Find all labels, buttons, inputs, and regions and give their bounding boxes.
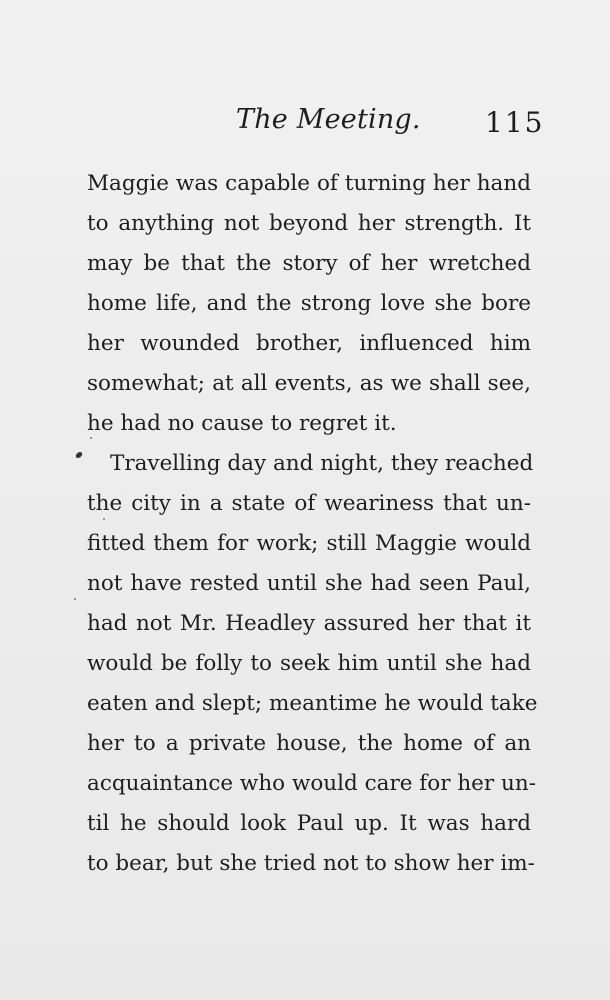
- text-line: Maggie was capable of turning her hand: [87, 171, 531, 196]
- paper-speck: [90, 437, 92, 439]
- ink-mark: [75, 452, 83, 458]
- paper-speck: [74, 598, 76, 600]
- text-line: to anything not beyond her strength. It: [87, 211, 531, 236]
- text-line: til he should look Paul up. It was hard: [87, 811, 531, 836]
- text-line: not have rested until she had seen Paul,: [87, 571, 531, 596]
- text-line: acquaintance who would care for her un-: [87, 771, 536, 796]
- text-line: her wounded brother, influenced him: [87, 331, 531, 356]
- text-line: may be that the story of her wretched: [87, 251, 531, 276]
- text-line: had not Mr. Headley assured her that it: [87, 611, 531, 636]
- text-line: eaten and slept; meantime he would take: [87, 691, 538, 716]
- page-number: 115: [485, 106, 545, 139]
- text-line: the city in a state of weariness that un-: [87, 491, 531, 516]
- body-text: [87, 164, 538, 884]
- running-title: The Meeting.: [236, 104, 421, 135]
- text-line: Travelling day and night, they reached: [110, 451, 534, 476]
- text-line: her to a private house, the home of an: [87, 731, 531, 756]
- text-line: he had no cause to regret it.: [87, 411, 397, 436]
- paper-speck: [103, 518, 105, 520]
- text-line: somewhat; at all events, as we shall see,: [87, 371, 531, 396]
- text-line: home life, and the strong love she bore: [87, 291, 531, 316]
- text-line: to bear, but she tried not to show her im-: [87, 851, 535, 876]
- text-line: would be folly to seek him until she had: [87, 651, 531, 676]
- text-line: fitted them for work; still Maggie would: [87, 531, 531, 556]
